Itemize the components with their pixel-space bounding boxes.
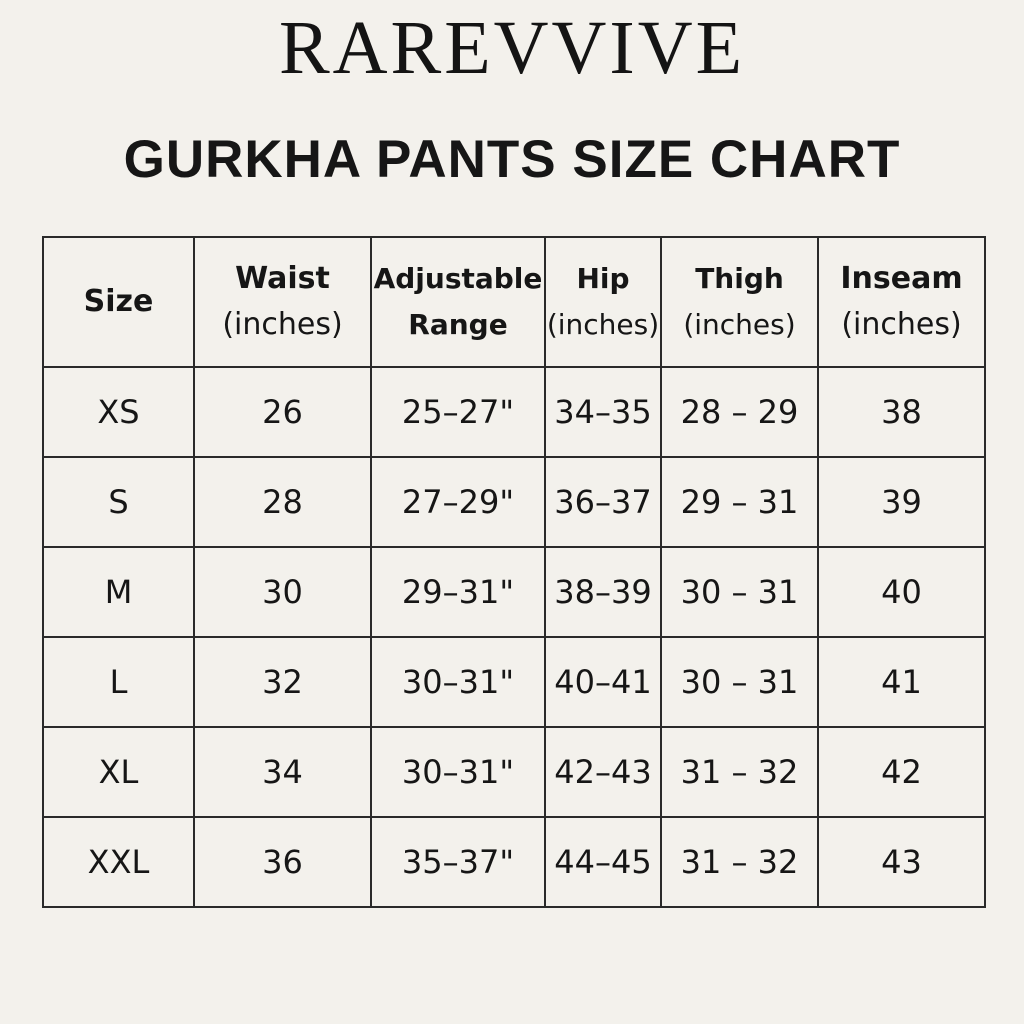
header-thigh	[661, 237, 818, 367]
table-row	[43, 727, 985, 817]
cell-thigh: 30 – 31	[661, 637, 818, 727]
size-chart-table	[42, 236, 986, 908]
cell-size: L	[43, 637, 194, 727]
header-adjustable-label: Adjustable	[373, 262, 543, 295]
cell-waist: 32	[194, 637, 371, 727]
cell-thigh: 28 – 29	[661, 367, 818, 457]
cell-hip: 42–43	[545, 727, 661, 817]
cell-thigh: 31 – 32	[661, 817, 818, 907]
cell-adjustable: 27–29"	[371, 457, 545, 547]
cell-adjustable: 35–37"	[371, 817, 545, 907]
cell-hip: 40–41	[545, 637, 661, 727]
cell-size: XS	[43, 367, 194, 457]
cell-hip: 36–37	[545, 457, 661, 547]
header-size	[43, 237, 194, 367]
table-row	[43, 547, 985, 637]
cell-thigh: 29 – 31	[661, 457, 818, 547]
cell-adjustable: 25–27"	[371, 367, 545, 457]
cell-size: M	[43, 547, 194, 637]
cell-adjustable: 29–31"	[371, 547, 545, 637]
header-adjustable-sub: Range	[408, 308, 508, 341]
cell-hip: 38–39	[545, 547, 661, 637]
header-inseam	[818, 237, 985, 367]
page-title: GURKHA PANTS SIZE CHART	[123, 130, 901, 189]
cell-inseam: 41	[818, 637, 985, 727]
cell-size: S	[43, 457, 194, 547]
table-row	[43, 817, 985, 907]
cell-waist: 30	[194, 547, 371, 637]
table-header-row	[43, 237, 985, 367]
cell-inseam: 43	[818, 817, 985, 907]
header-inseam-unit: (inches)	[841, 307, 962, 342]
cell-waist: 34	[194, 727, 371, 817]
header-waist	[194, 237, 371, 367]
cell-adjustable: 30–31"	[371, 727, 545, 817]
table-row	[43, 457, 985, 547]
header-hip	[545, 237, 661, 367]
header-thigh-unit: (inches)	[683, 308, 796, 341]
cell-inseam: 42	[818, 727, 985, 817]
cell-size: XL	[43, 727, 194, 817]
brand-logo-text: RAREVVIVE	[278, 6, 746, 90]
header-adjustable	[371, 237, 545, 367]
table-row	[43, 367, 985, 457]
header-thigh-label: Thigh	[695, 262, 784, 295]
cell-hip: 34–35	[545, 367, 661, 457]
cell-waist: 36	[194, 817, 371, 907]
table-row	[43, 637, 985, 727]
header-inseam-label: Inseam	[840, 261, 963, 296]
cell-waist: 26	[194, 367, 371, 457]
cell-inseam: 40	[818, 547, 985, 637]
cell-inseam: 39	[818, 457, 985, 547]
header-waist-label: Waist	[235, 261, 330, 296]
cell-hip: 44–45	[545, 817, 661, 907]
cell-waist: 28	[194, 457, 371, 547]
cell-thigh: 31 – 32	[661, 727, 818, 817]
header-hip-label: Hip	[576, 262, 630, 295]
header-hip-unit: (inches)	[546, 308, 660, 341]
cell-size: XXL	[43, 817, 194, 907]
cell-inseam: 38	[818, 367, 985, 457]
header-size-label: Size	[83, 284, 154, 319]
cell-adjustable: 30–31"	[371, 637, 545, 727]
header-waist-unit: (inches)	[222, 307, 343, 342]
cell-thigh: 30 – 31	[661, 547, 818, 637]
